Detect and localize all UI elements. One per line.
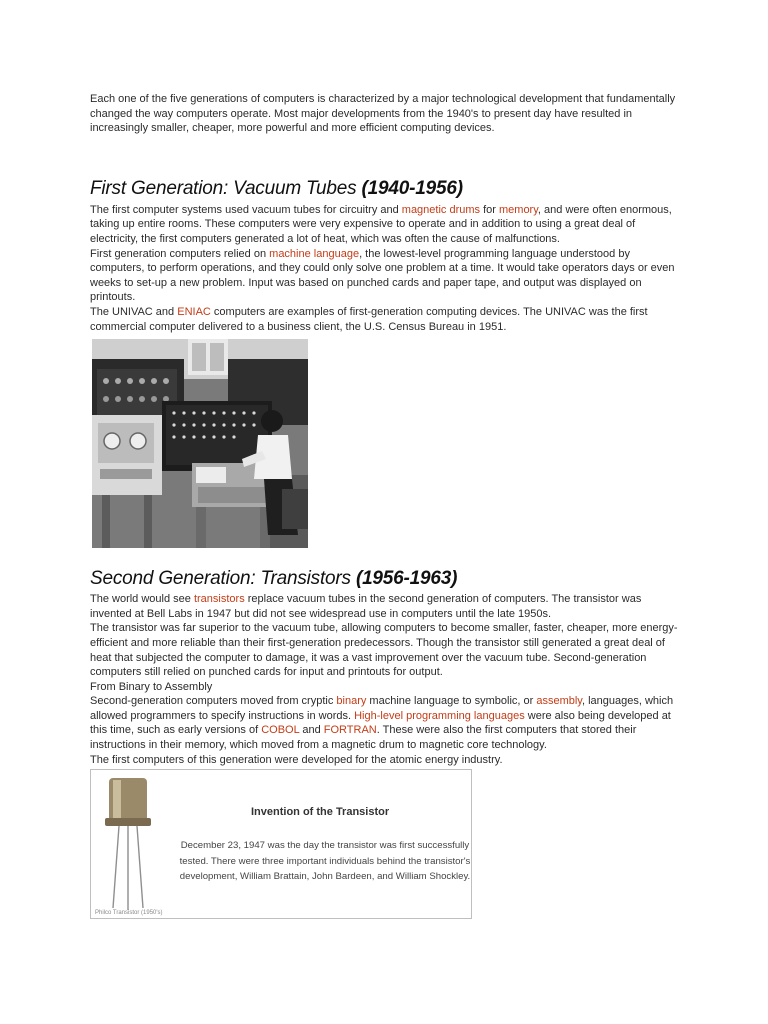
text-run: for [480,203,499,216]
gen2-paragraph-1 [90,592,680,621]
gen2-paragraph-3 [90,694,680,752]
gen2-subheading: From Binary to Assembly [90,680,213,693]
heading-title: Second Generation: Transistors [90,568,351,590]
text-run: and [299,724,324,737]
heading-years: (1956-1963) [355,568,458,590]
gen2-paragraph-4: The first computers of this generation were developed for the atomic energy industry. [90,753,503,766]
univac-photo-icon [92,339,308,548]
transistor-figure [90,769,472,919]
text-run: The UNIVAC and [90,305,178,318]
transistor-photo-icon [91,770,175,918]
text-run: replace vacuum tubes in the second generation of computers. The transistor was invented at Bell Labs in 1947 but did not see widespread use in computers until the late 1950s. [90,593,642,620]
text-run: were also being developed at this time, such as early versions of [90,709,671,737]
figure-caption: December 23, 1947 was the day the transistor was first successfully tested. There were three important individuals behind the transistor's development, William Brattain, John Bardeen, and William Shockley. [179,840,471,883]
link-binary[interactable]: binary [336,695,367,708]
gen1-paragraph-3 [90,305,680,334]
text-run: computers are examples of first-generation computing devices. The UNIVAC was the first commercial computer delivered to a business client, the U.S. Census Bureau in 1951. [90,305,648,333]
link-eniac[interactable]: ENIAC [177,305,211,318]
link-high-level-languages[interactable]: High-level programming languages [354,709,525,722]
heading-years: (1940-1956) [361,177,463,199]
link-fortran[interactable]: FORTRAN [323,724,377,737]
link-magnetic-drums[interactable]: magnetic drums [401,203,481,216]
intro-paragraph: Each one of the five generations of computers is characterized by a major technological development that fundamentally changed the way computers operate. Most major developments from the 1940's to present day have resulted in increasingly smaller, cheaper, more powerful and more efficient computing devices. [90,93,676,135]
heading-title: First Generation: Vacuum Tubes [90,177,357,199]
text-run: machine language to symbolic, or [366,695,537,708]
gen2-paragraph-2: The transistor was far superior to the vacuum tube, allowing computers to become smaller, faster, cheaper, more energy-efficient and more reliable than their first-generation predecessors. Though the transistor still generated a great deal of heat that subjected the computer to damage, it was a vast improvement over the vacuum tube. Second-generation computers still relied on punched cards for input and printouts for output. [90,622,678,679]
gen1-paragraph-2 [90,247,680,305]
heading-second-generation [90,567,680,591]
univac-photo [92,339,308,548]
link-assembly[interactable]: assembly [536,695,582,708]
link-memory[interactable]: memory [499,203,538,216]
document-page [90,92,680,919]
text-run: , languages, which allowed programmers to specify instructions in words. [90,695,674,722]
figure-small-caption: Philco Transistor (1950's) [95,910,163,917]
text-run: The first computer systems used vacuum tubes for circuitry and [90,203,402,216]
link-machine-language[interactable]: machine language [269,247,360,260]
gen1-paragraph-1 [90,203,680,247]
link-cobol[interactable]: COBOL [261,724,300,737]
text-run: , and were often enormous, taking up entire rooms. These computers were very expensive to operate and in addition to using a great deal of electricity, the first computers generated a lot of heat, which was often the cause of malfunctions. [90,203,672,245]
text-run: . These were also the first computers that stored their instructions in their memory, which moved from a magnetic drum to magnetic core technology. [90,724,637,752]
text-run: The world would see [90,593,194,606]
figure-title: Invention of the Transistor [251,806,390,819]
text-run: Second-generation computers moved from cryptic [90,695,337,708]
text-run: , the lowest-level programming language understood by computers, to perform operations, and they could only solve one problem at a time. It would take operators days or even weeks to set-up a new problem. Input was based on punched cards and paper tape, and output was displayed on printouts. [90,247,675,304]
text-run: First generation computers relied on [90,247,270,260]
heading-first-generation [90,177,680,201]
link-transistors[interactable]: transistors [193,593,245,606]
